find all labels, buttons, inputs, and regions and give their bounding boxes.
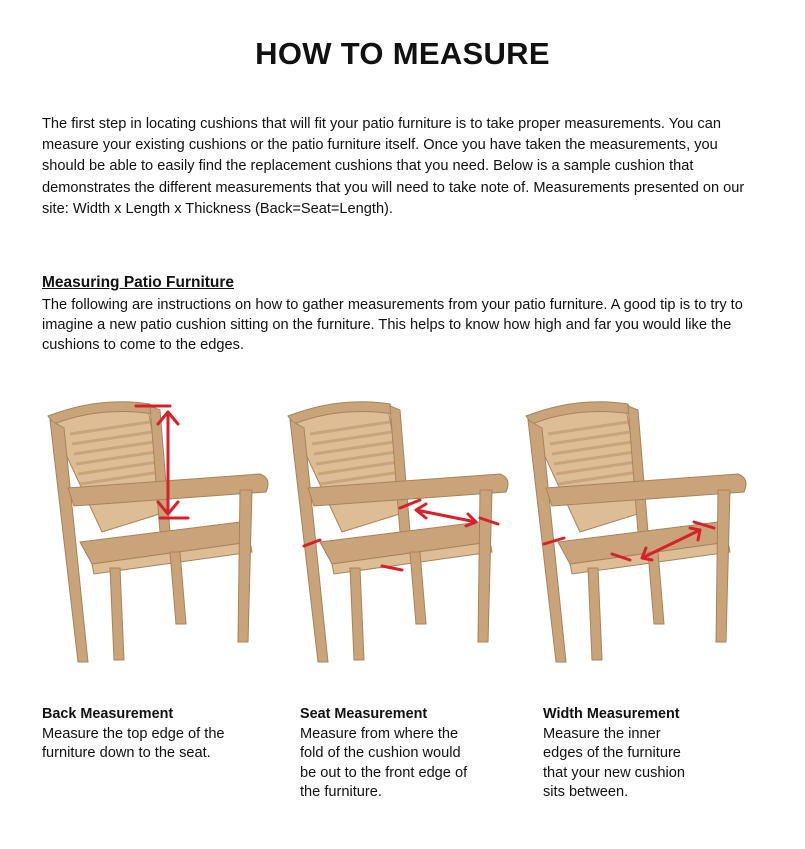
intro-paragraph: The first step in locating cushions that will fit your patio furniture is to take proper measurements. You can measure your existing cushions or the patio furniture itself. Once you have taken the measurements, you should be able to easily find the replacement cushions that you need. Below is a sample cushion that demonstrates the different measurements that you will need to take note of. Measurements presented on our site: Width x Length x Thickness (Back=Seat=Length). [42,116,745,217]
chair-width-measurement-icon [518,392,748,692]
caption-text: Measure the inner edges of the furniture that your new cushion sits between. [543,725,685,800]
caption-title: Width Measurement [543,706,680,722]
page-title: HOW TO MEASURE [255,36,550,71]
width-measurement-caption [543,705,743,803]
chair-illustration [526,402,746,662]
section-heading: Measuring Patio Furniture [42,274,235,291]
back-measurement-figure [40,392,270,692]
seat-measurement-figure [280,392,510,692]
section-paragraph: The following are instructions on how to gather measurements from your patio furniture. A good tip is to try to imagine a new patio cushion sitting on the furniture. This helps to know how high and far you would like the cushions to come to the edges. [42,297,743,353]
caption-title: Back Measurement [42,706,174,722]
back-measurement-caption [42,705,262,764]
chair-seat-measurement-icon [280,392,510,692]
chair-back-measurement-icon [40,392,270,692]
chair-illustration [288,402,508,662]
caption-title: Seat Measurement [300,706,428,722]
caption-text: Measure from where the fold of the cushion would be out to the front edge of the furniture. [300,725,468,800]
width-measurement-figure [518,392,748,692]
seat-measurement-caption [300,705,500,803]
caption-text: Measure the top edge of the furniture down to the seat. [42,725,225,761]
chair-illustration [48,402,268,662]
